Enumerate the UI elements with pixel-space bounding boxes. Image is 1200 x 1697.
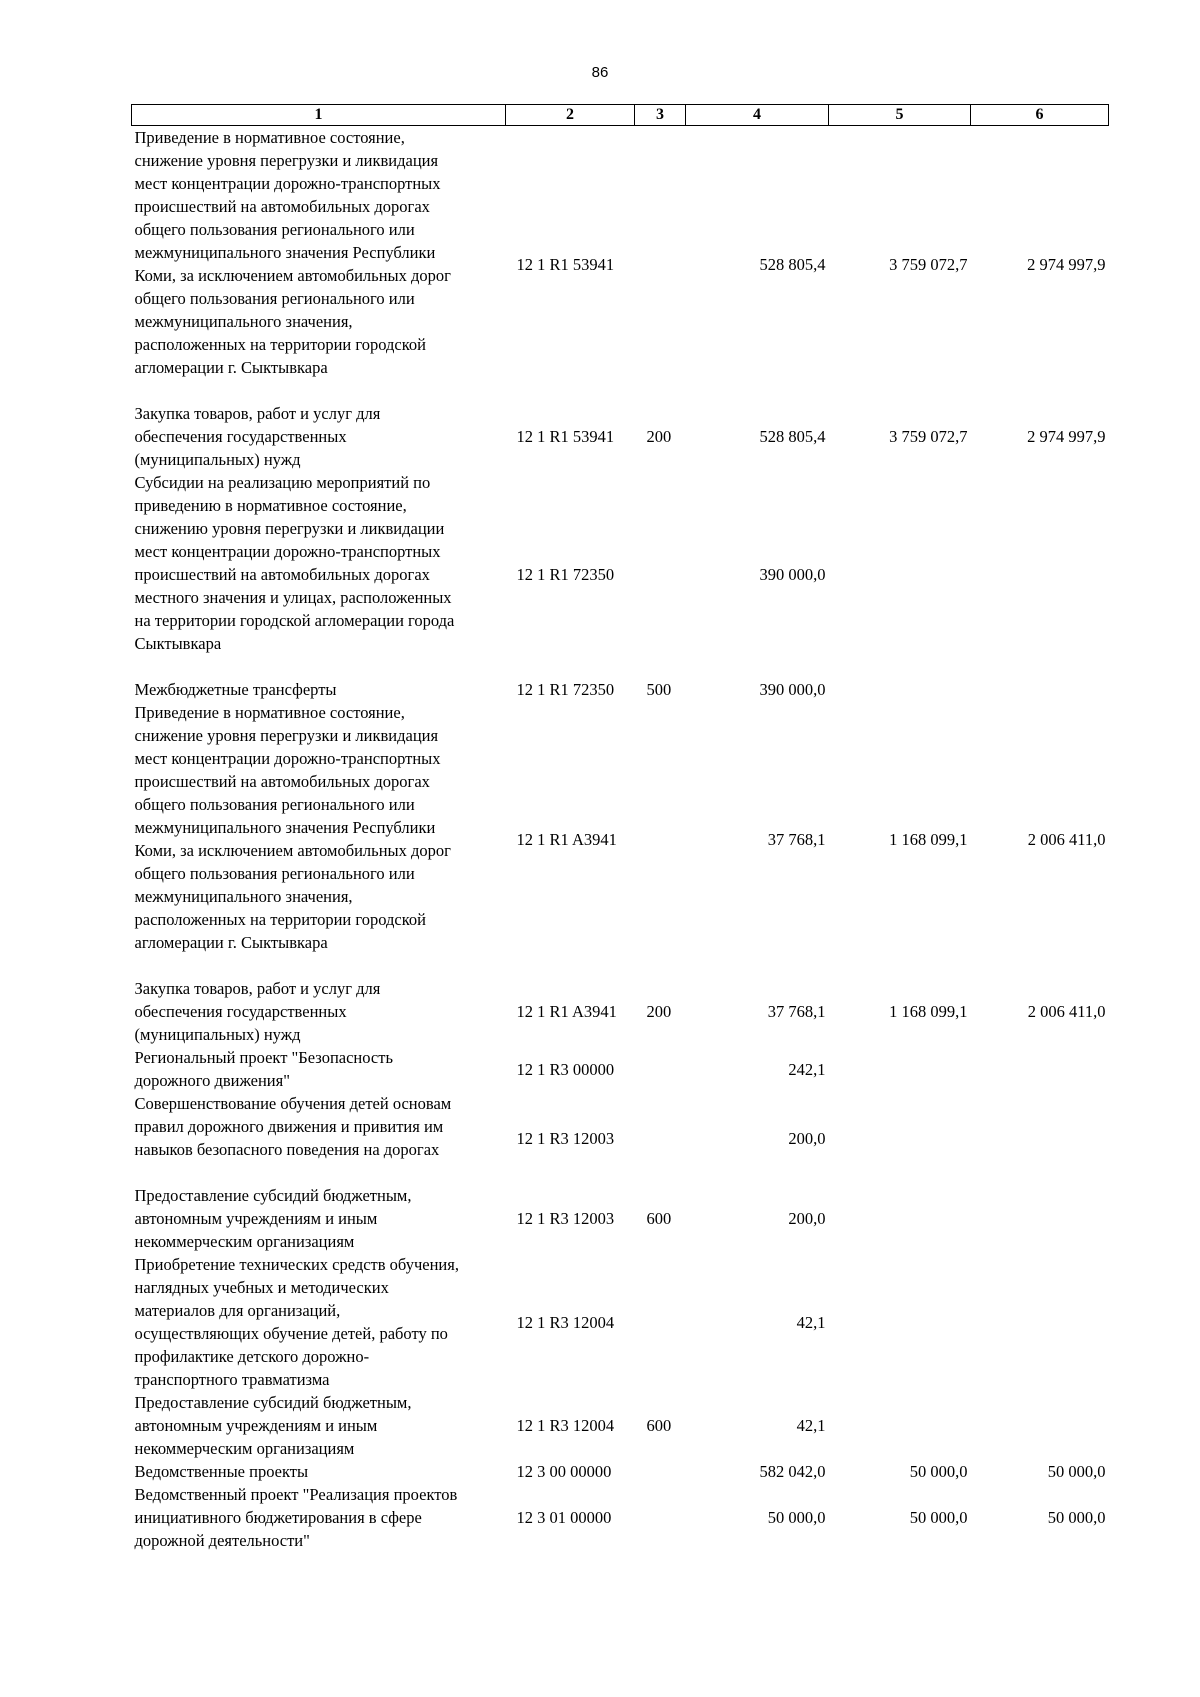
table-row <box>132 1046 1109 1092</box>
row-expense-type: 200 <box>646 427 672 446</box>
row-name-line <box>135 655 502 678</box>
row-expense-type <box>635 1460 686 1483</box>
table-row <box>132 1460 1109 1483</box>
row-amount-col4: 42,1 <box>796 1416 826 1435</box>
row-name-line: Закупка товаров, работ и услуг для <box>134 404 381 423</box>
row-name-line: (муниципальных) нужд <box>134 1025 301 1044</box>
row-amount-col6 <box>971 1046 1109 1092</box>
row-name <box>132 1092 506 1184</box>
row-name <box>132 1253 506 1391</box>
row-name-line: Приведение в нормативное состояние, <box>134 128 405 147</box>
row-name-line: расположенных на территории городской <box>134 910 426 929</box>
table-row <box>132 402 1109 471</box>
row-amount-col4: 528 805,4 <box>759 427 826 446</box>
row-amount-col6 <box>971 471 1109 678</box>
row-name-line: Закупка товаров, работ и услуг для <box>134 979 381 998</box>
table-row <box>132 678 1109 701</box>
row-target-code: 12 1 R3 12003 <box>516 1128 615 1148</box>
row-name <box>132 1483 506 1552</box>
row-target-code: 12 1 R1 72350 <box>516 680 615 699</box>
row-name-line: осуществляющих обучение детей, работу по <box>134 1324 448 1343</box>
row-amount-col4: 37 768,1 <box>767 1002 826 1021</box>
row-name-line: Предоставление субсидий бюджетным, <box>134 1393 412 1412</box>
header-col-1: 1 <box>132 105 506 126</box>
row-name-line: Совершенствование обучения детей основам <box>134 1094 452 1113</box>
row-name-line: Предоставление субсидий бюджетным, <box>134 1186 412 1205</box>
row-amount-col5 <box>829 1184 971 1253</box>
row-expense-type <box>635 126 686 403</box>
table-row <box>132 471 1109 678</box>
row-target-code: 12 1 R1 53941 <box>516 427 615 446</box>
row-name-line: мест концентрации дорожно-транспортных <box>134 542 441 561</box>
row-name <box>132 701 506 977</box>
row-name-line: Приобретение технических средств обучения, <box>134 1255 459 1274</box>
row-name-line <box>135 1161 502 1184</box>
budget-table <box>131 104 1109 1552</box>
row-name-line: местного значения и улицах, расположенных <box>134 588 452 607</box>
row-name-line: снижение уровня перегрузки и ликвидация <box>134 151 439 170</box>
row-amount-col4: 242,1 <box>788 1059 826 1079</box>
row-amount-col6: 2 974 997,9 <box>1027 427 1106 446</box>
row-amount-col6 <box>971 1184 1109 1253</box>
row-name-line: общего пользования регионального или <box>134 220 415 239</box>
row-name-line: Субсидии на реализацию мероприятий по <box>134 473 431 492</box>
row-expense-type <box>635 471 686 678</box>
row-name-line: Межбюджетные трансферты <box>134 680 337 699</box>
row-name-line: навыков безопасного поведения на дорогах <box>134 1140 440 1159</box>
header-col-6: 6 <box>971 105 1109 126</box>
table-row <box>132 1092 1109 1184</box>
row-amount-col4: 528 805,4 <box>759 254 826 274</box>
row-amount-col5: 1 168 099,1 <box>889 829 968 849</box>
row-name-line: межмуниципального значения, <box>134 887 353 906</box>
row-expense-type: 600 <box>646 1209 672 1228</box>
row-expense-type: 500 <box>646 680 672 699</box>
header-col-2: 2 <box>506 105 635 126</box>
row-expense-type <box>635 1092 686 1184</box>
row-name <box>132 1046 506 1092</box>
header-col-5: 5 <box>829 105 971 126</box>
row-amount-col5: 50 000,0 <box>909 1508 968 1527</box>
row-target-code: 12 3 00 00000 <box>516 1462 612 1481</box>
row-expense-type: 200 <box>646 1002 672 1021</box>
header-col-3: 3 <box>635 105 686 126</box>
table-row <box>132 1184 1109 1253</box>
row-expense-type <box>635 1483 686 1552</box>
row-amount-col5 <box>829 678 971 701</box>
row-name-line: расположенных на территории городской <box>134 335 426 354</box>
table-row <box>132 977 1109 1046</box>
row-name-line: дорожного движения" <box>134 1071 290 1090</box>
row-name-line: Ведомственные проекты <box>134 1462 309 1481</box>
row-name-line: Сыктывкара <box>134 634 222 653</box>
row-name-line: правил дорожного движения и привития им <box>134 1117 444 1136</box>
row-amount-col4: 390 000,0 <box>759 680 826 699</box>
row-amount-col6 <box>971 1092 1109 1184</box>
table-header <box>132 105 1109 126</box>
row-target-code: 12 1 R3 00000 <box>516 1059 615 1079</box>
row-amount-col5: 50 000,0 <box>909 1462 968 1481</box>
row-name-line: транспортного травматизма <box>134 1370 330 1389</box>
row-name-line: некоммерческим организациям <box>134 1232 355 1251</box>
row-amount-col5 <box>829 1253 971 1391</box>
row-name <box>132 977 506 1046</box>
row-name-line: Ведомственный проект "Реализация проектов <box>134 1485 458 1504</box>
row-target-code: 12 3 01 00000 <box>516 1508 612 1527</box>
row-target-code: 12 1 R1 53941 <box>516 254 615 274</box>
row-name-line: Коми, за исключением автомобильных дорог <box>134 841 451 860</box>
row-name <box>132 126 506 403</box>
row-name-line: (муниципальных) нужд <box>134 450 301 469</box>
row-name-line: профилактике детского дорожно- <box>134 1347 370 1366</box>
row-name-line: обеспечения государственных <box>134 427 347 446</box>
row-target-code: 12 1 R1 A3941 <box>516 1002 617 1021</box>
row-amount-col6: 2 006 411,0 <box>1027 1002 1106 1021</box>
row-target-code: 12 1 R3 12004 <box>516 1312 615 1332</box>
row-name-line: агломерации г. Сыктывкара <box>134 358 328 377</box>
row-name-line: мест концентрации дорожно-транспортных <box>134 749 441 768</box>
row-amount-col4: 200,0 <box>788 1128 826 1148</box>
page-number: 86 <box>591 64 609 81</box>
row-name-line: происшествий на автомобильных дорогах <box>134 197 430 216</box>
row-name-line: происшествий на автомобильных дорогах <box>134 565 430 584</box>
row-target-code: 12 1 R1 72350 <box>516 565 615 584</box>
table-row <box>132 126 1109 403</box>
table-body <box>132 126 1109 1553</box>
row-target-code: 12 1 R1 A3941 <box>516 829 617 849</box>
row-name-line: материалов для организаций, <box>134 1301 341 1320</box>
row-name <box>132 1184 506 1253</box>
table-row <box>132 1391 1109 1460</box>
row-name-line <box>135 379 502 402</box>
row-amount-col4: 200,0 <box>788 1209 826 1228</box>
row-amount-col6: 2 974 997,9 <box>1027 254 1106 274</box>
row-amount-col6 <box>971 678 1109 701</box>
table-row <box>132 1253 1109 1391</box>
row-name-line: Региональный проект "Безопасность <box>134 1048 393 1067</box>
row-name-line: приведению в нормативное состояние, <box>134 496 407 515</box>
row-amount-col5: 3 759 072,7 <box>889 254 968 274</box>
row-expense-type <box>635 701 686 977</box>
row-name-line: на территории городской агломерации города <box>134 611 455 630</box>
row-target-code: 12 1 R3 12003 <box>516 1209 615 1228</box>
row-expense-type: 600 <box>646 1416 672 1435</box>
row-amount-col5 <box>829 1391 971 1460</box>
row-amount-col6 <box>971 1253 1109 1391</box>
row-amount-col6 <box>971 1391 1109 1460</box>
row-name-line: дорожной деятельности" <box>134 1531 310 1550</box>
row-name-line: автономным учреждениям и иным <box>134 1416 378 1435</box>
table-row <box>132 1483 1109 1552</box>
row-amount-col5 <box>829 1092 971 1184</box>
row-name <box>132 471 506 678</box>
row-amount-col4: 50 000,0 <box>767 1508 826 1527</box>
row-name-line: инициативного бюджетирования в сфере <box>134 1508 422 1527</box>
row-amount-col4: 42,1 <box>796 1312 826 1332</box>
row-amount-col6: 50 000,0 <box>1047 1462 1106 1481</box>
row-amount-col5: 1 168 099,1 <box>889 1002 968 1021</box>
row-name-line: наглядных учебных и методических <box>134 1278 389 1297</box>
row-name-line: общего пользования регионального или <box>134 795 415 814</box>
row-name-line: некоммерческим организациям <box>134 1439 355 1458</box>
row-amount-col4: 582 042,0 <box>759 1462 826 1481</box>
row-amount-col5 <box>829 1046 971 1092</box>
row-name <box>132 402 506 471</box>
row-name-line <box>135 954 502 977</box>
header-row <box>132 105 1109 126</box>
row-name-line: снижению уровня перегрузки и ликвидации <box>134 519 445 538</box>
row-name-line: автономным учреждениям и иным <box>134 1209 378 1228</box>
row-name-line: общего пользования регионального или <box>134 864 415 883</box>
row-name-line: снижение уровня перегрузки и ликвидация <box>134 726 439 745</box>
row-name-line: Коми, за исключением автомобильных дорог <box>134 266 451 285</box>
row-name <box>132 678 506 701</box>
row-amount-col4: 37 768,1 <box>767 829 826 849</box>
row-name-line: общего пользования регионального или <box>134 289 415 308</box>
row-name-line: агломерации г. Сыктывкара <box>134 933 328 952</box>
row-amount-col4: 390 000,0 <box>759 565 826 584</box>
row-target-code: 12 1 R3 12004 <box>516 1416 615 1435</box>
row-name-line: межмуниципального значения Республики <box>134 818 436 837</box>
row-name <box>132 1460 506 1483</box>
row-expense-type <box>635 1253 686 1391</box>
table-row <box>132 701 1109 977</box>
row-amount-col6: 2 006 411,0 <box>1027 829 1106 849</box>
header-col-4: 4 <box>686 105 829 126</box>
row-name-line: происшествий на автомобильных дорогах <box>134 772 430 791</box>
row-expense-type <box>635 1046 686 1092</box>
row-name-line: обеспечения государственных <box>134 1002 347 1021</box>
row-amount-col5 <box>829 471 971 678</box>
row-name-line: межмуниципального значения, <box>134 312 353 331</box>
row-amount-col6: 50 000,0 <box>1047 1508 1106 1527</box>
row-name-line: мест концентрации дорожно-транспортных <box>134 174 441 193</box>
row-name-line: межмуниципального значения Республики <box>134 243 436 262</box>
row-name-line: Приведение в нормативное состояние, <box>134 703 405 722</box>
row-amount-col5: 3 759 072,7 <box>889 427 968 446</box>
row-name <box>132 1391 506 1460</box>
